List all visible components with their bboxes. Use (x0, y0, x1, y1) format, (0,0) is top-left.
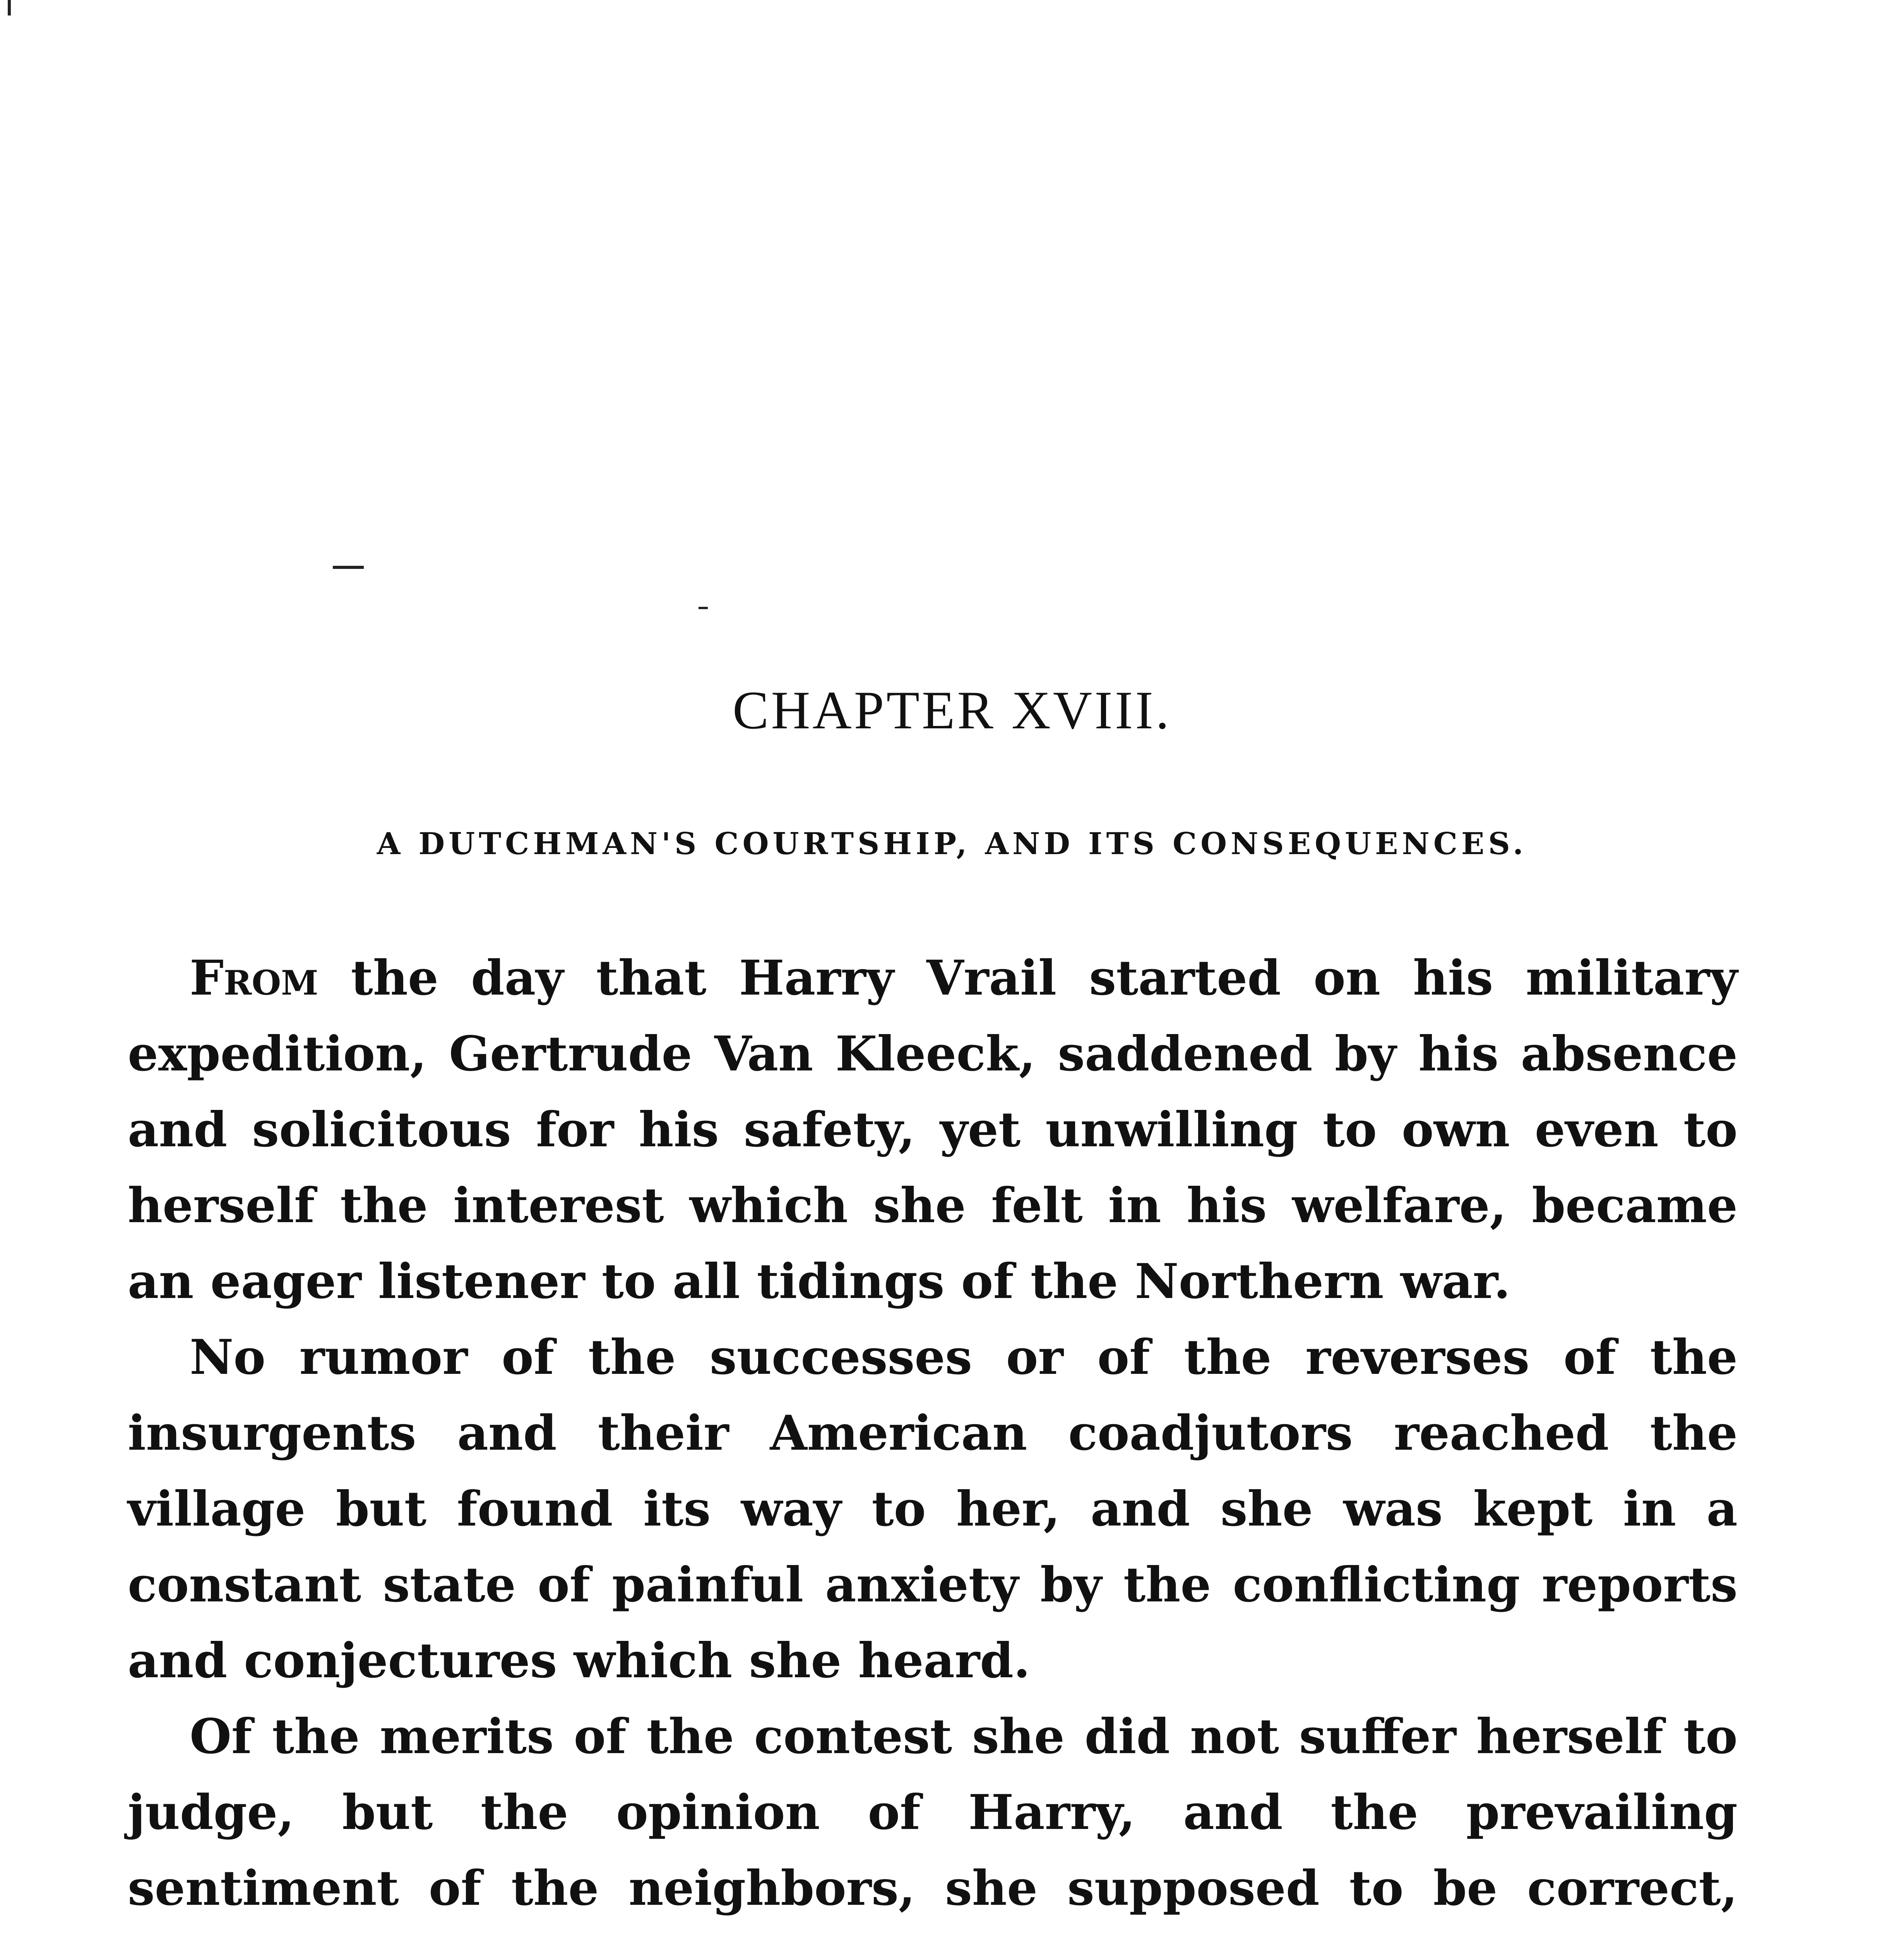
scan-mark-top (8, 0, 11, 15)
body-text (128, 940, 1738, 1935)
paragraph-1 (128, 940, 1738, 1320)
paragraph-text: No rumor of the successes or of the reverses of the insurgents and their American coadjutors reached the village but found its way to her, and she was kept in a constant state of painful anxiety by the conflicting reports and conjectures which she heard. (128, 1329, 1738, 1689)
chapter-title: CHAPTER XVIII. (733, 680, 1171, 740)
paragraph-3 (128, 1699, 1738, 1935)
chapter-subtitle: A DUTCHMAN'S COURTSHIP, AND ITS CONSEQUENCES. (377, 826, 1527, 861)
scan-dash-1 (333, 566, 364, 569)
paragraph-text: the day that Harry Vrail started on his military expedition, Gertrude Van Kleeck, saddened by his absence and solicitous for his safety, yet unwilling to own even to herself the interest which she felt in his welfare, became an eager listener to all tidings of the Northern war. (128, 950, 1738, 1310)
paragraph-text: Of the merits of the contest she did not suffer herself to judge, but the opinion of Harry, and the prevailing sentiment of the neighbors, she supposed to be correct, (128, 1709, 1738, 1916)
paragraph-2 (128, 1320, 1738, 1699)
scan-dash-2 (699, 607, 708, 609)
paragraph-lead-word: From (190, 950, 318, 1006)
